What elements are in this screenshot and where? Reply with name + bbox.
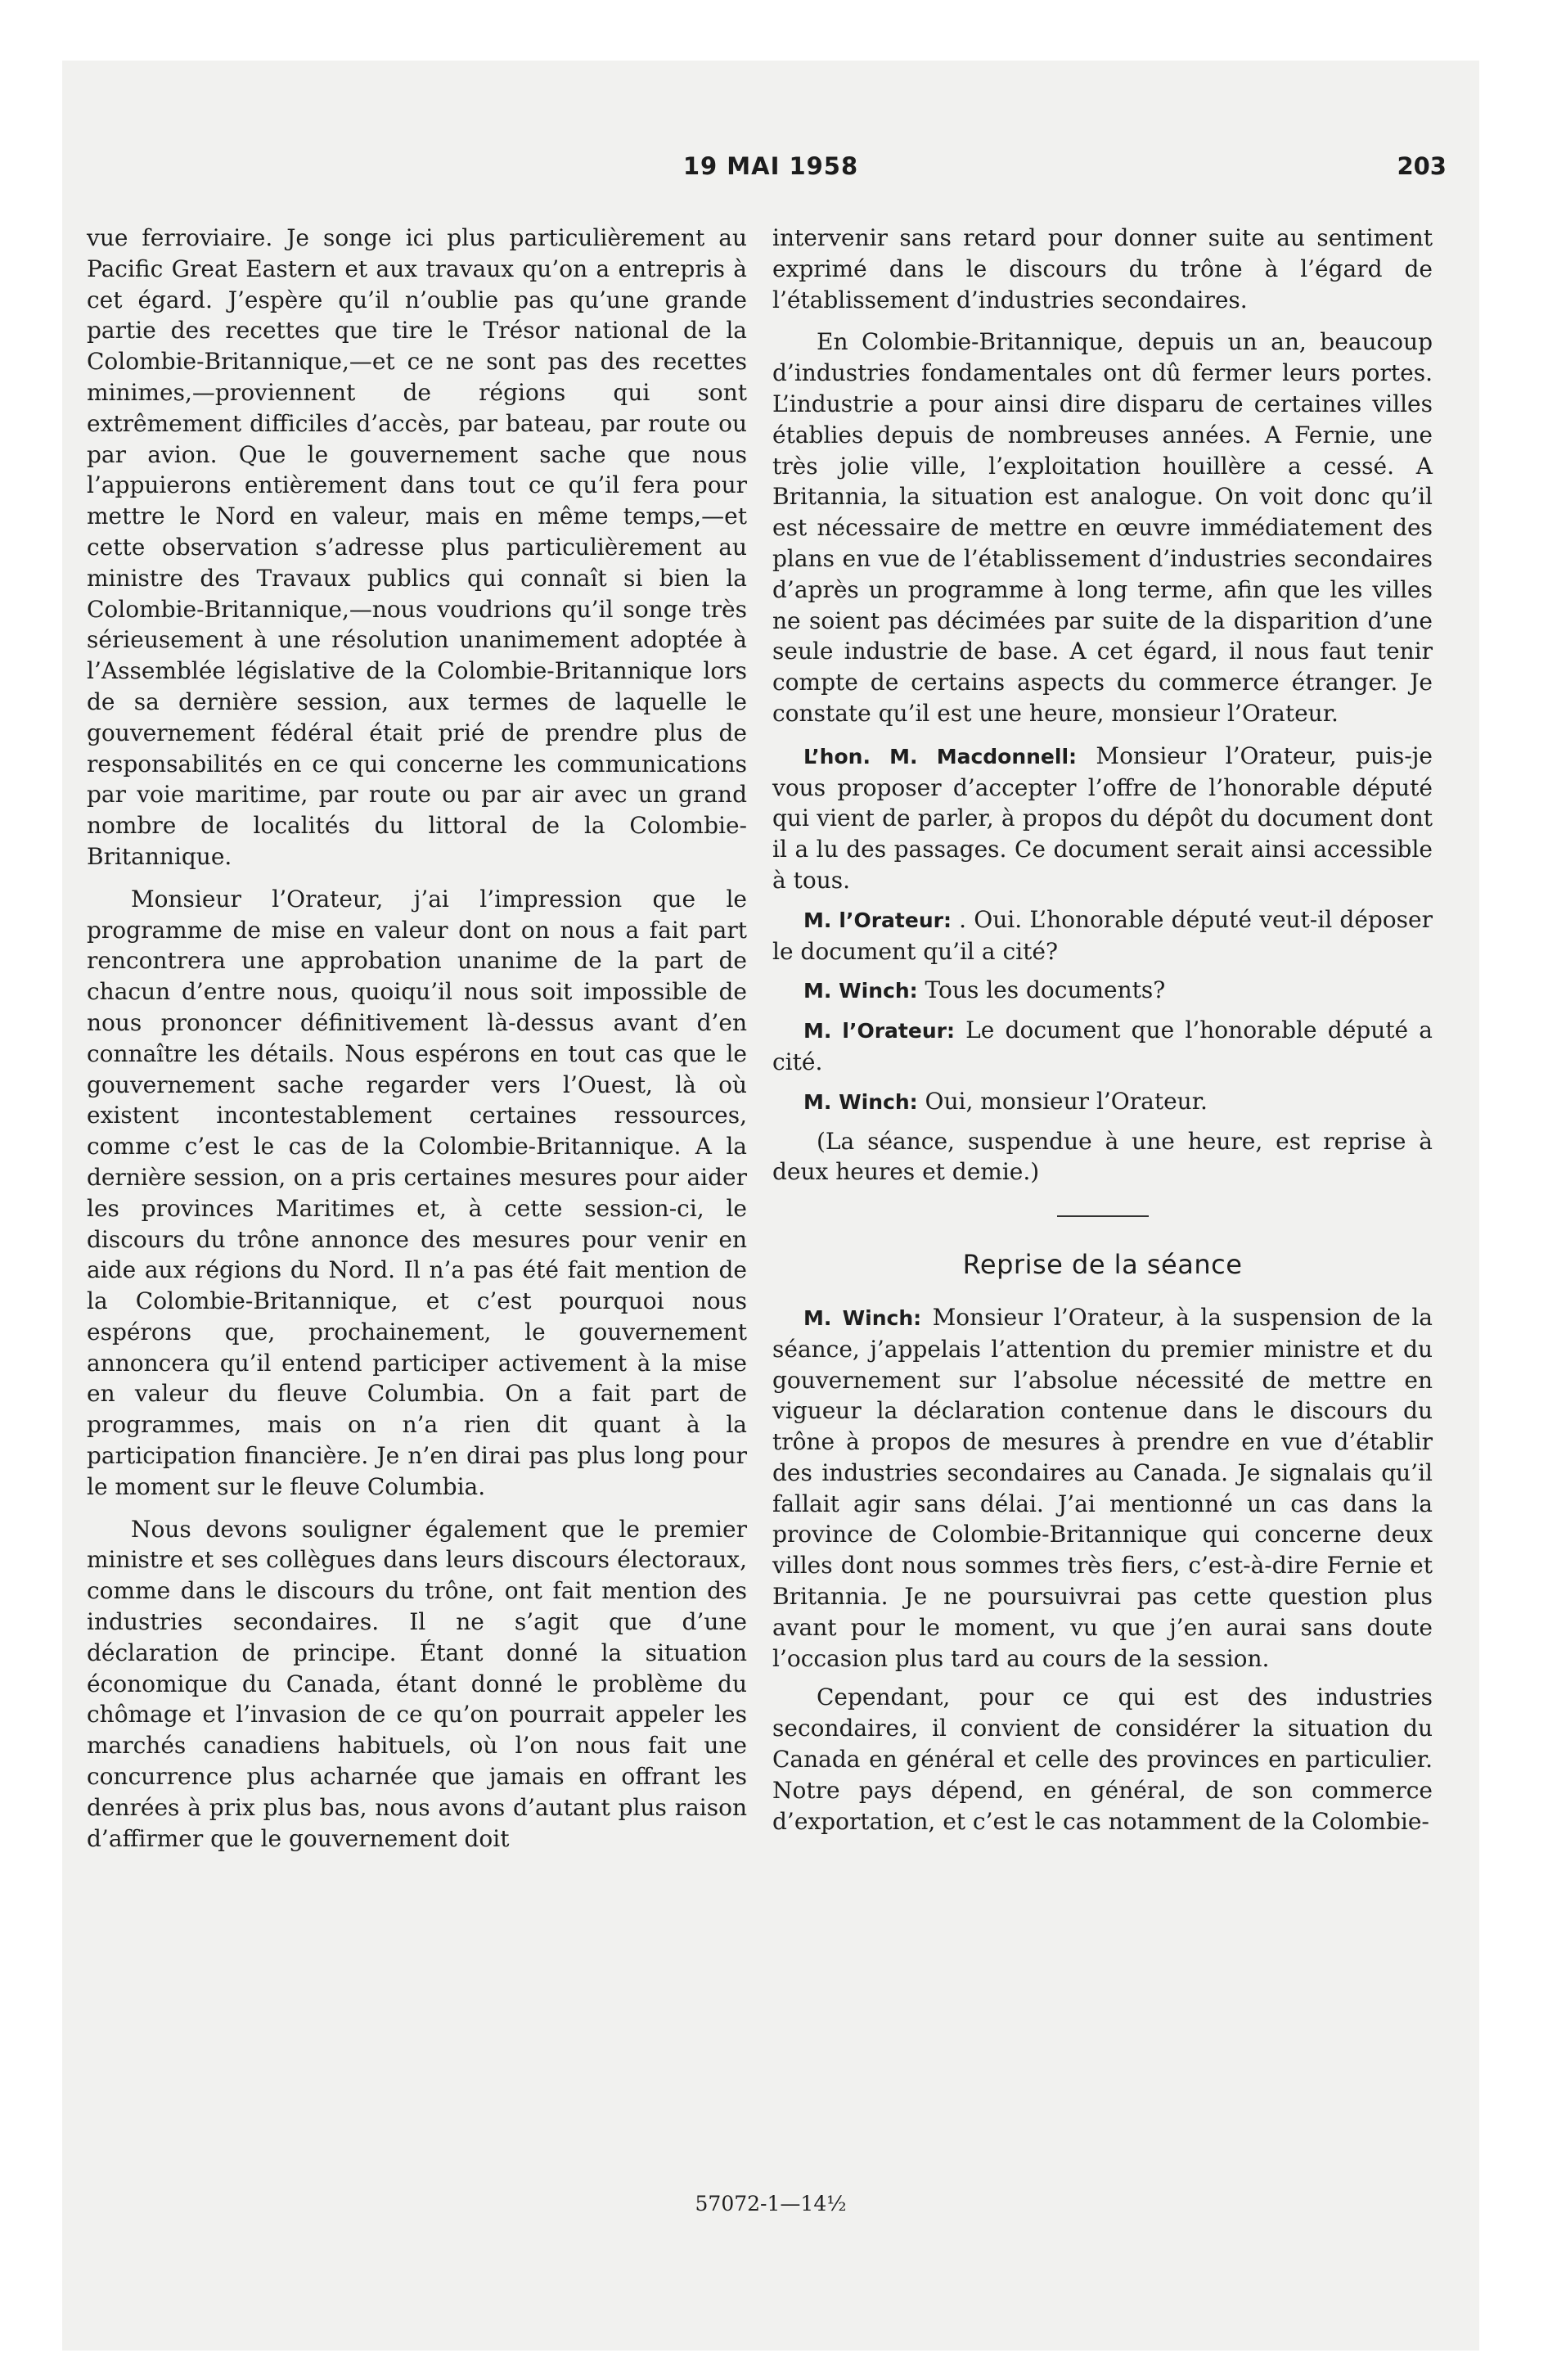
- speech-text: Le document que l’honorable député a cité.: [772, 1016, 1433, 1075]
- speech-text: Oui, monsieur l’Orateur.: [925, 1087, 1208, 1115]
- speech-text: . Oui. L’honorable député veut-il déposer le document qu’il a cité?: [772, 905, 1433, 965]
- speaker-name: M. Winch:: [803, 1089, 918, 1114]
- header-date: 19 MAI 1958: [682, 152, 859, 180]
- paragraph: Cependant, pour ce qui est des industries secondaires, il convient de considérer la situation du Canada en général et celle des provinces en particulier. Notre pays dépend, en général, de son commerce d’exportation, et c’est le cas notamment de la Colombie-: [772, 1684, 1433, 1835]
- paragraph: Nous devons souligner également que le premier ministre et ses collègues dans leurs discours électoraux, comme dans le discours du trône, ont fait mention des industries secondaires. Il ne s’agit que d’une déclaration de principe. Étant donné la situation économique du Canada, étant donné le problème du chômage et l’invasion de ce qu’on pourrait appeler les marchés canadiens habituels, où l’on nous fait une concurrence plus acharnée que jamais en offrant les denrées à prix plus bas, nous avons d’autant plus raison d’affirmer que le gouvernement doit: [87, 1515, 747, 1852]
- running-header: [62, 152, 1479, 185]
- speech: [772, 1015, 1433, 1078]
- speaker-name: L’hon. M. Macdonnell:: [803, 744, 1078, 769]
- section-divider: [1057, 1215, 1149, 1217]
- speech-text: Monsieur l’Orateur, à la suspension de la séance, j’appelais l’attention du premier ministre et du gouvernement sur l’absolue nécessité de mettre en vigueur la déclaration contenue dans le discours du trône à propos de mesures à prendre en vue d’établir des industries secondaires au Canada. Je signalais qu’il fallait agir sans délai. J’ai mentionné un cas dans la province de Colombie-Britannique qui concerne deux villes dont nous sommes très fiers, c’est-à-dire Fernie et Britannia. Je ne poursuivrai pas cette question plus avant pour le moment, vu que j’en aurai sans doute l’occasion plus tard au cours de la session.: [772, 1303, 1433, 1672]
- procedural-note: (La séance, suspendue à une heure, est reprise à deux heures et demie.): [772, 1127, 1433, 1186]
- left-column: [87, 223, 747, 1865]
- speech: [772, 904, 1433, 967]
- speech-text: Monsieur l’Orateur, puis-je vous proposer d’accepter l’offre de l’honorable député qui vient de parler, à propos du dépôt du document dont il a lu des passages. Ce document serait ainsi accessible à tous.: [772, 741, 1433, 894]
- page-number: 203: [1397, 152, 1447, 180]
- speech: [772, 1086, 1433, 1118]
- right-column: [772, 223, 1433, 1848]
- paragraph: vue ferroviaire. Je songe ici plus particulièrement au Pacific Great Eastern et aux travaux qu’on a entrepris à cet égard. J’espère qu’il n’oublie pas qu’une grande partie des recettes que tire le Trésor national de la Colombie-Britannique,—et ce ne sont pas des recettes minimes,—proviennent de régions qui sont extrêmement difficiles d’accès, par bateau, par route ou par avion. Que le gouvernement sache que nous l’appuierons entièrement dans tout ce qu’il fera pour mettre le Nord en valeur, mais en même temps,—et cette observation s’adresse plus particulièrement au ministre des Travaux publics qui connaît si bien la Colombie-Britannique,—nous voudrions qu’il songe très sérieusement à une résolution unanimement adoptée à l’Assemblée législative de la Colombie-Britannique lors de sa dernière session, aux termes de laquelle le gouvernement fédéral était prié de prendre plus de responsabilités en ce qui concerne les communications par voie maritime, par route ou par air avec un grand nombre de localités du littoral de la Colombie-Britannique.: [87, 224, 747, 870]
- section-title: Reprise de la séance: [962, 1249, 1243, 1281]
- printer-signature: 57072-1—14½: [695, 2192, 847, 2215]
- speech: [772, 1302, 1433, 1675]
- speaker-name: M. Winch:: [803, 1305, 922, 1330]
- speaker-name: M. Winch:: [803, 979, 918, 1003]
- page-sheet: [62, 61, 1479, 2351]
- speech: [772, 741, 1433, 896]
- paragraph: En Colombie-Britannique, depuis un an, beaucoup d’industries fondamentales ont dû fermer leurs portes. L’industrie a pour ainsi dire disparu de certaines villes établies depuis de nombreuses années. A Fernie, une très jolie ville, l’exploitation houillère a cessé. A Britannia, la situation est analogue. On voit donc qu’il est nécessaire de mettre en œuvre immédiatement des plans en vue de l’établissement d’industries secondaires d’après un programme à long terme, afin que les villes ne soient pas décimées par suite de la disparition d’une seule industrie de base. A cet égard, il nous faut tenir compte de certains aspects du commerce étranger. Je constate qu’il est une heure, monsieur l’Orateur.: [772, 328, 1433, 727]
- speaker-name: M. l’Orateur:: [803, 908, 952, 932]
- speech: [772, 975, 1433, 1007]
- paragraph: Monsieur l’Orateur, j’ai l’impression que le programme de mise en valeur dont on nous a fait part rencontrera une approbation unanime de la part de chacun d’entre nous, quoiqu’il nous soit impossible de nous prononcer définitivement là-dessus avant d’en connaître les détails. Nous espérons en tout cas que le gouvernement sache regarder vers l’Ouest, là où existent incontestablement certaines ressources, comme c’est le cas de la Colombie-Britannique. A la dernière session, on a pris certaines mesures pour aider les provinces Maritimes et, à cette session-ci, le discours du trône annonce des mesures pour venir en aide aux régions du Nord. Il n’a pas été fait mention de la Colombie-Britannique, et c’est pourquoi nous espérons que, prochainement, le gouvernement annoncera qu’il entend participer activement à la mise en valeur du fleuve Columbia. On a fait part de programmes, mais on n’a rien dit quant à la participation financière. Je n’en dirai pas plus long pour le moment sur le fleuve Columbia.: [87, 885, 747, 1500]
- speech-text: Tous les documents?: [925, 976, 1166, 1004]
- paragraph: intervenir sans retard pour donner suite au sentiment exprimé dans le discours du trône à l’égard de l’établissement d’industries secondaires.: [772, 224, 1433, 313]
- speaker-name: M. l’Orateur:: [803, 1019, 955, 1044]
